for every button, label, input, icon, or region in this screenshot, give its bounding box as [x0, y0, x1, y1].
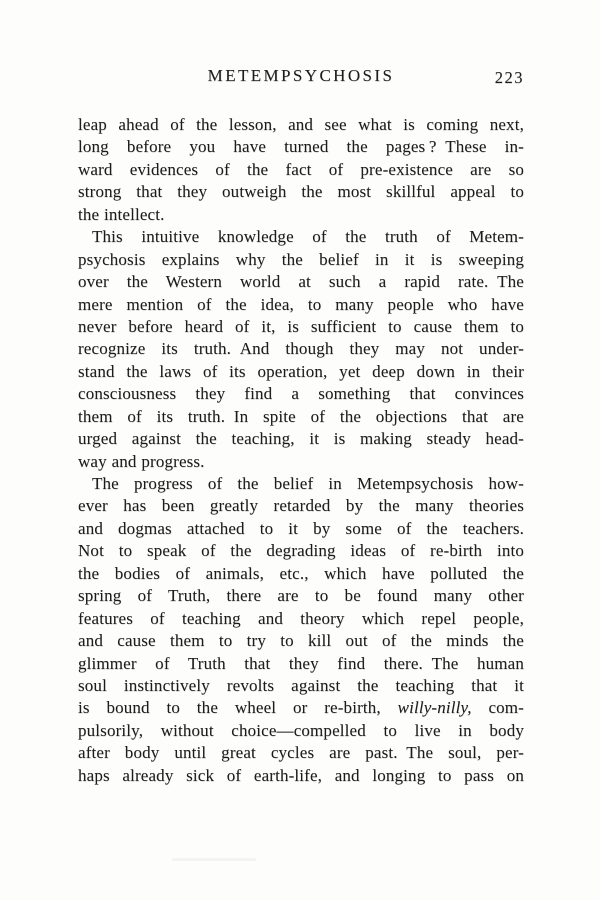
text-line: [78, 249, 524, 271]
text-line: [78, 720, 524, 742]
text-segment: them of its truth. In spite of the objections that are: [78, 406, 524, 426]
text-segment: the intellect.: [78, 204, 165, 224]
running-title: METEMPSYCHOSIS: [207, 66, 395, 85]
text-line: [78, 338, 524, 360]
text-line: [78, 563, 524, 585]
text-line: [78, 675, 524, 697]
text-line: [78, 114, 524, 136]
text-segment: is bound to the wheel or re-birth,: [78, 698, 398, 718]
text-segment: features of teaching and theory which repel people,: [78, 608, 524, 628]
text-line: [78, 361, 524, 383]
text-segment: ward evidences of the fact of pre-existence are so: [78, 159, 524, 179]
text-line: [78, 608, 524, 630]
text-line: [78, 495, 524, 517]
text-segment: Not to speak of the degrading ideas of re-birth into: [78, 541, 524, 561]
text-segment: the bodies of animals, etc., which have polluted the: [78, 563, 524, 583]
text-segment: after body until great cycles are past. The soul, per-: [78, 743, 524, 763]
text-segment: consciousness they find a something that convinces: [78, 384, 524, 404]
text-line: [78, 271, 524, 293]
text-segment: strong that they outweigh the most skillful appeal to: [78, 182, 524, 202]
page-number: 223: [494, 68, 524, 87]
text-segment: This intuitive knowledge of the truth of Metem-: [92, 227, 524, 247]
text-line: [78, 226, 524, 248]
text-line: [78, 316, 524, 338]
text-segment: and cause them to try to kill out of the minds the: [78, 631, 524, 651]
text-segment: long before you have turned the pages ? These in-: [78, 137, 524, 157]
text-segment: urged against the teaching, it is making steady head-: [78, 429, 524, 449]
page-header: [78, 66, 524, 90]
text-line: [78, 518, 524, 540]
text-segment: never before heard of it, is sufficient to cause them to: [78, 316, 524, 336]
text-segment-italic: willy-nilly,: [397, 698, 472, 718]
text-line: [78, 540, 524, 562]
text-line: [78, 181, 524, 203]
text-segment: over the Western world at such a rapid rate. The: [78, 272, 524, 292]
scan-artifact: [172, 858, 256, 861]
text-segment: stand the laws of its operation, yet deep down in their: [78, 361, 524, 381]
text-line: [78, 630, 524, 652]
page-body: [78, 114, 524, 787]
text-line: [78, 765, 524, 787]
text-line: [78, 428, 524, 450]
text-segment: leap ahead of the lesson, and see what is coming next,: [78, 115, 524, 134]
text-line: [78, 159, 524, 181]
text-line: [78, 136, 524, 158]
text-segment: glimmer of Truth that they find there. The human: [78, 653, 524, 673]
text-segment: haps already sick of earth-life, and longing to pass on: [78, 765, 524, 785]
text-segment: soul instinctively revolts against the teaching that it: [78, 675, 524, 695]
text-line: [78, 383, 524, 405]
text-segment: pulsorily, without choice—compelled to live in body: [78, 720, 524, 740]
text-line: [78, 473, 524, 495]
text-line: [78, 697, 524, 719]
text-line: [78, 585, 524, 607]
text-line: [78, 742, 524, 764]
text-segment: and dogmas attached to it by some of the teachers.: [78, 518, 524, 538]
text-segment: The progress of the belief in Metempsychosis how-: [92, 474, 524, 493]
text-line: [78, 406, 524, 428]
text-segment: ever has been greatly retarded by the many theories: [78, 496, 524, 516]
text-line: [78, 653, 524, 675]
text-line: [78, 204, 524, 226]
text-line: [78, 451, 524, 473]
text-segment: way and progress.: [78, 451, 205, 471]
text-segment: recognize its truth. And though they may not under-: [78, 339, 524, 359]
text-segment: psychosis explains why the belief in it is sweeping: [78, 249, 524, 269]
text-line: [78, 294, 524, 316]
text-segment: spring of Truth, there are to be found many other: [78, 586, 524, 606]
text-segment: com-: [471, 698, 524, 718]
text-segment: mere mention of the idea, to many people who have: [78, 294, 524, 314]
